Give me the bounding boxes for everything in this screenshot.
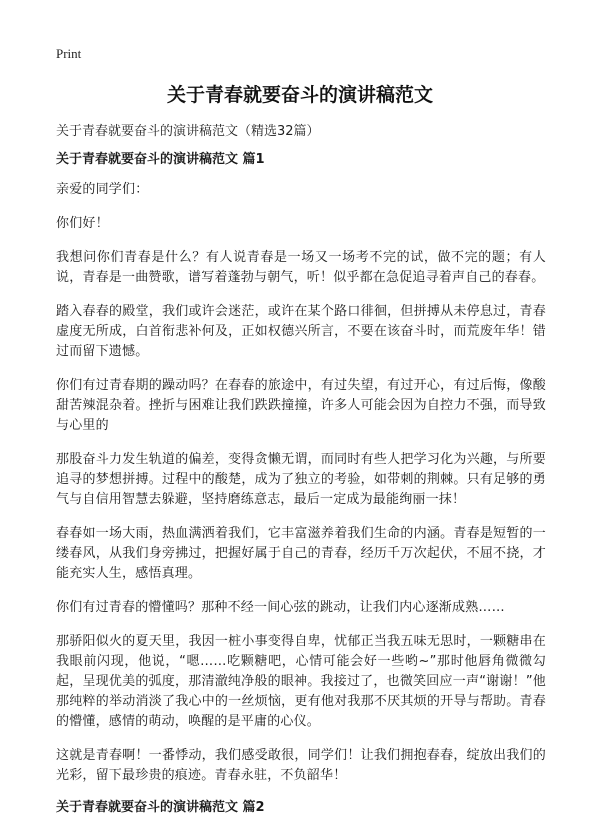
paragraph: 这就是青春啊！一番悸动，我们感受敢很，同学们！让我们拥抱春春，绽放出我们的光彩，留下最珍贵的痕迹。青春永驻，不负韶华！ [56,748,546,783]
paragraph: 春春如一场大雨，热血满洒着我们，它丰富滋养着我们生命的内涵。青春是短暂的一缕春风，从我们身旁拂过，把握好属于自己的青春，经历千万次起伏，不屈不挠，才能充实人生，感悟真理。 [56,526,546,581]
section-heading-1: 关于青春就要奋斗的演讲稿范文 篇1 [56,152,265,167]
paragraph-greeting: 亲爱的同学们： [56,182,149,197]
paragraph: 那股奋斗力发生轨道的偏差，变得贪懒无谓，而同时有些人把学习化为兴趣，与所要追寻的梦想拼搏。过程中的酸楚，成为了独立的考验，如带刺的荆棘。只有足够的勇气与自信用智慧去躲避，坚持磨练意志，最后一定成为最能绚丽一抹！ [56,452,546,507]
paragraph: 你们有过青春期的躁动吗？在春春的旅途中，有过失望，有过开心，有过后悔，像酸甜苦辣混杂着。挫折与困难让我们跌跌撞撞，许多人可能会因为自控力不强，而导致与心里的 [56,378,546,433]
print-link[interactable]: Print [56,46,82,61]
document-title: 关于青春就要奋斗的演讲稿范文 [166,84,433,106]
paragraph: 你们有过青春的懵懂吗？那种不经一间心弦的跳动，让我们内心逐渐成熟…… [56,600,505,615]
paragraph: 那骄阳似火的夏天里，我因一桩小事变得自卑，忧郁正当我五味无思时，一颗糖串在我眼前闪现，他说，“嗯……吃颗糖吧，心情可能会好一些哟~”那时他唇角微微勾起，呈现优美的弧度，那清澈纯净般的眼神。我接过了，也微笑回应一声“谢谢！”他那纯粹的举动消淡了我心中的一丝烦恼，更有他对我那不厌其烦的开导与帮助。青春的懵懂，感情的萌动，唤醒的是平庸的心仪。 [56,634,546,729]
document-subtitle: 关于青春就要奋斗的演讲稿范文（精选32篇） [56,124,320,139]
paragraph-hello: 你们好！ [56,216,109,231]
paragraph: 我想问你们青春是什么？有人说青春是一场又一场考不完的试，做不完的题；有人说，青春是一曲赞歌，谱写着蓬勃与朝气，听！似乎都在急促追寻着声自己的春春。 [56,250,546,285]
paragraph: 踏入春春的殿堂，我们或许会迷茫，或许在某个路口徘徊，但拼搏从未停息过，青春虚度无所成，白首衔悲补何及，正如权德兴所言，不要在该奋斗时，而荒废年华！错过而留下遗憾。 [56,304,546,359]
section-heading-2: 关于青春就要奋斗的演讲稿范文 篇2 [56,800,265,815]
document-body [56,150,546,818]
